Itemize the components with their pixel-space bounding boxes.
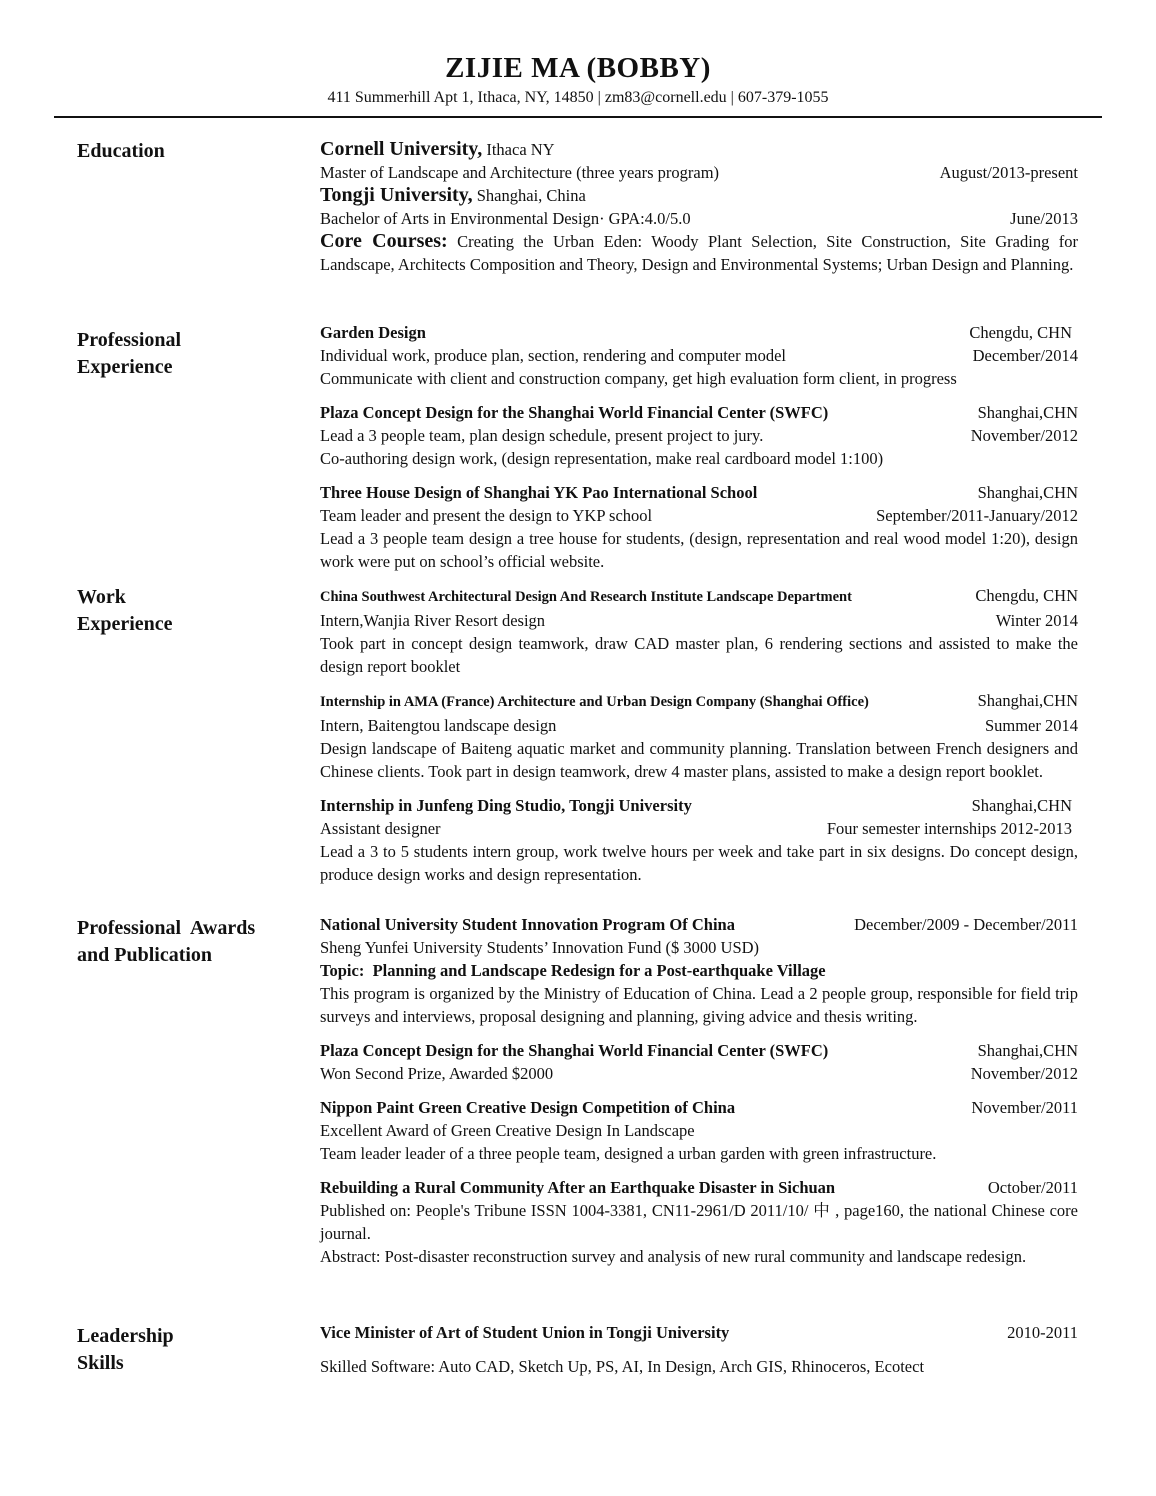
plaza-award-date: November/2012 bbox=[970, 1064, 1078, 1083]
cornell-degree: Master of Landscape and Architecture (three years program) bbox=[320, 163, 720, 182]
plaza-date: November/2012 bbox=[970, 426, 1078, 445]
garden-line2: Communicate with client and construction company, get high evaluation form client, in progress bbox=[320, 369, 957, 388]
ama-line2: Design landscape of Baiteng aquatic market and community planning. Translation between French designers and Chinese clients. Took part in design teamwork, drew 4 master plans, assisted to make a design report booklet. bbox=[320, 739, 1078, 781]
core-courses-label: Core Courses: bbox=[320, 230, 448, 252]
ama-line1: Intern, Baitengtou landscape design bbox=[320, 716, 557, 735]
section-title-leadership: Leadership Skills bbox=[77, 1325, 174, 1374]
tongji-place: Shanghai, China bbox=[472, 186, 586, 205]
nusip-line1: Sheng Yunfei University Students’ Innovation Fund ($ 3000 USD) bbox=[320, 938, 760, 957]
csw-line1: Intern,Wanjia River Resort design bbox=[320, 611, 546, 630]
cornell-degree-row bbox=[320, 161, 1078, 184]
csw-line2: Took part in concept design teamwork, draw CAD master plan, 6 rendering sections and assisted to make the design report booklet bbox=[320, 634, 1078, 676]
skills-line: Skilled Software: Auto CAD, Sketch Up, PS, AI, In Design, Arch GIS, Rhinoceros, Ecotect bbox=[320, 1357, 925, 1376]
cornell-name: Cornell University, bbox=[320, 138, 483, 160]
tongji-heading bbox=[320, 184, 1078, 207]
tongji-degree-row bbox=[320, 207, 1078, 230]
rural-date: October/2011 bbox=[987, 1178, 1078, 1197]
tongji-name: Tongji University, bbox=[320, 184, 473, 206]
plaza-award-line1: Won Second Prize, Awarded $2000 bbox=[320, 1064, 554, 1083]
garden-design-entry bbox=[320, 321, 1078, 390]
plaza-award-entry bbox=[320, 1039, 1078, 1085]
plaza-award-title: Plaza Concept Design for the Shanghai World Financial Center (SWFC) bbox=[320, 1041, 829, 1060]
nusip-date: December/2009 - December/2011 bbox=[854, 915, 1078, 934]
junfeng-title: Internship in Junfeng Ding Studio, Tongji University bbox=[320, 796, 692, 815]
plaza-line2: Co-authoring design work, (design representation, make real cardboard model 1:100) bbox=[320, 449, 884, 468]
garden-title: Garden Design bbox=[320, 323, 426, 342]
rural-entry bbox=[320, 1176, 1078, 1268]
nippon-title: Nippon Paint Green Creative Design Competition of China bbox=[320, 1098, 736, 1117]
candidate-name: ZIJIE MA (BOBBY) bbox=[445, 52, 711, 84]
house-line2: Lead a 3 people team design a tree house for students, (design, representation and real wood model 1:20), design work were put on school’s official website. bbox=[320, 529, 1078, 571]
core-courses-text: Creating the Urban Eden: Woody Plant Selection, Site Construction, Site Grading for Landscape, Architects Composition and Theory, Design and Environmental Systems; Urban Design and Planning. bbox=[320, 232, 1079, 274]
plaza-place: Shanghai,CHN bbox=[977, 403, 1078, 422]
plaza-line1: Lead a 3 people team, plan design schedule, present project to jury. bbox=[320, 426, 764, 445]
nippon-entry bbox=[320, 1096, 1078, 1165]
junfeng-line1: Assistant designer bbox=[320, 819, 441, 838]
leadership-content bbox=[320, 1321, 1078, 1378]
section-title-education: Education bbox=[77, 140, 165, 162]
leadership-role: Vice Minister of Art of Student Union in Tongji University bbox=[320, 1323, 730, 1342]
csw-place: Chengdu, CHN bbox=[975, 586, 1078, 605]
garden-line1: Individual work, produce plan, section, rendering and computer model bbox=[320, 346, 786, 365]
tongji-date: June/2013 bbox=[1010, 209, 1078, 228]
nusip-line2: This program is organized by the Ministry of Education of China. Lead a 2 people group, responsible for field trip surveys and interviews, proposal designing and planning, giving advice and thesis writing. bbox=[320, 984, 1078, 1026]
resume-header bbox=[0, 50, 1156, 109]
work-content bbox=[320, 584, 1078, 897]
nippon-line1: Excellent Award of Green Creative Design In Landscape bbox=[320, 1121, 695, 1140]
house-line1: Team leader and present the design to YKP school bbox=[320, 506, 653, 525]
rural-line2: Abstract: Post-disaster reconstruction survey and analysis of new rural community and landscape redesign. bbox=[320, 1247, 1027, 1266]
junfeng-entry bbox=[320, 794, 1078, 886]
csw-title: China Southwest Architectural Design And Research Institute Landscape Department bbox=[320, 589, 852, 605]
section-title-work: Work Experience bbox=[77, 586, 173, 635]
house-place: Shanghai,CHN bbox=[977, 483, 1078, 502]
cornell-place: Ithaca NY bbox=[482, 140, 555, 159]
nusip-title: National University Student Innovation Program Of China bbox=[320, 915, 735, 934]
education-content bbox=[320, 138, 1078, 276]
nippon-line2: Team leader leader of a three people team, designed a urban garden with green infrastructure. bbox=[320, 1144, 937, 1163]
junfeng-place: Shanghai,CHN bbox=[971, 796, 1072, 815]
ama-place: Shanghai,CHN bbox=[977, 691, 1078, 710]
junfeng-line2: Lead a 3 to 5 students intern group, work twelve hours per week and take part in six designs. Do concept design, produce design works and design representation. bbox=[320, 842, 1078, 884]
ama-date: Summer 2014 bbox=[984, 716, 1078, 735]
rural-line1: Published on: People's Tribune ISSN 1004-3381, CN11-2961/D 2011/10/ 中 , page160, the national Chinese core journal. bbox=[320, 1201, 1078, 1243]
section-title-awards: Professional Awards and Publication bbox=[77, 917, 256, 966]
csw-date: Winter 2014 bbox=[995, 611, 1078, 630]
header-divider bbox=[54, 116, 1102, 118]
professional-content bbox=[320, 321, 1078, 584]
nusip-topic: Topic: Planning and Landscape Redesign for a Post-earthquake Village bbox=[320, 961, 826, 980]
garden-date: December/2014 bbox=[972, 346, 1078, 365]
csw-entry bbox=[320, 584, 1078, 678]
nusip-entry bbox=[320, 913, 1078, 1028]
section-title-professional: Professional Experience bbox=[77, 329, 182, 378]
core-courses bbox=[320, 230, 1078, 276]
plaza-title: Plaza Concept Design for the Shanghai World Financial Center (SWFC) bbox=[320, 403, 829, 422]
house-design-entry bbox=[320, 481, 1078, 573]
house-title: Three House Design of Shanghai YK Pao International School bbox=[320, 483, 758, 502]
ama-title: Internship in AMA (France) Architecture and Urban Design Company (Shanghai Office) bbox=[320, 694, 869, 710]
ama-entry bbox=[320, 689, 1078, 783]
leadership-date: 2010-2011 bbox=[1007, 1323, 1078, 1342]
house-date: September/2011-January/2012 bbox=[876, 506, 1078, 525]
junfeng-date: Four semester internships 2012-2013 bbox=[826, 819, 1072, 838]
contact-line: 411 Summerhill Apt 1, Ithaca, NY, 14850 | zm83@cornell.edu | 607-379-1055 bbox=[327, 89, 829, 106]
tongji-degree: Bachelor of Arts in Environmental Design· GPA:4.0/5.0 bbox=[320, 209, 691, 228]
cornell-date: August/2013-present bbox=[939, 163, 1078, 182]
cornell-heading bbox=[320, 138, 1078, 161]
rural-title: Rebuilding a Rural Community After an Earthquake Disaster in Sichuan bbox=[320, 1178, 836, 1197]
awards-content bbox=[320, 913, 1078, 1279]
nippon-date: November/2011 bbox=[971, 1098, 1078, 1117]
garden-place: Chengdu, CHN bbox=[969, 323, 1072, 342]
plaza-design-entry bbox=[320, 401, 1078, 470]
plaza-award-place: Shanghai,CHN bbox=[977, 1041, 1078, 1060]
